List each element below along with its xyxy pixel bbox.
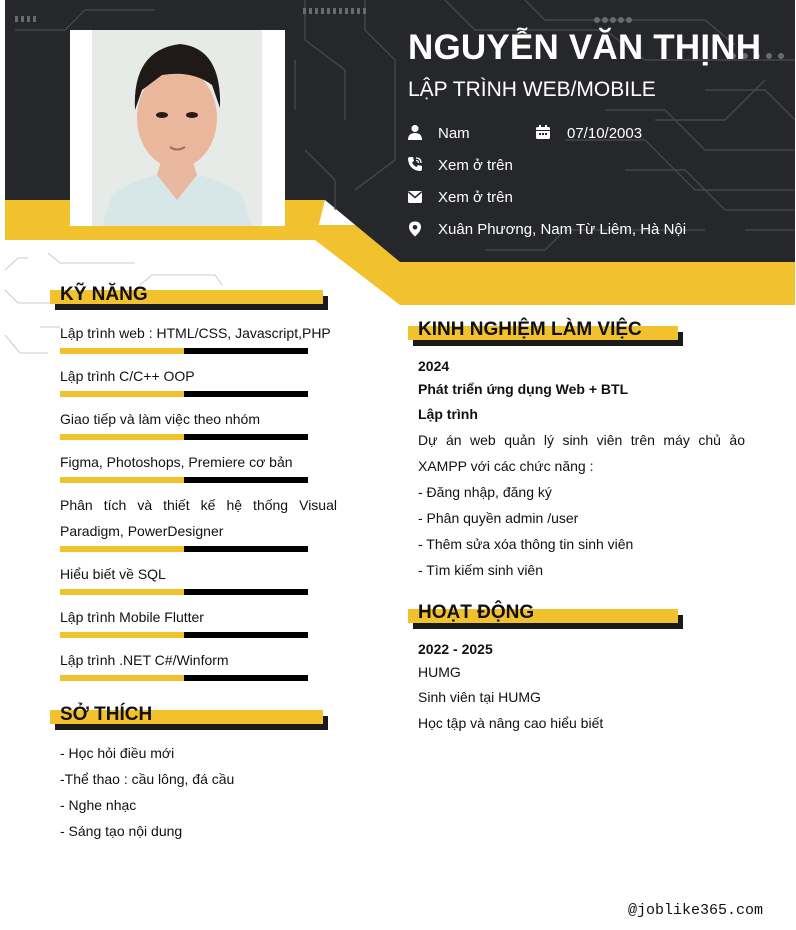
skill-bar (60, 589, 308, 595)
experience-project: Phát triển ứng dụng Web + BTL (418, 381, 629, 397)
hobbies-title: SỞ THÍCH (60, 704, 153, 725)
skill-bar-rest (184, 391, 308, 397)
activity-period: 2022 - 2025 (418, 641, 493, 657)
experience-role: Lập trình (418, 406, 478, 422)
skill-bar-fill (60, 546, 184, 552)
watermark-text: @joblike365.com (628, 902, 764, 919)
skill-bar-rest (184, 589, 308, 595)
skill-bar (60, 477, 308, 483)
address-value: Xuân Phương, Nam Từ Liêm, Hà Nội (438, 221, 687, 238)
skill-bar (60, 348, 308, 354)
birthday-value: 07/10/2003 (567, 125, 643, 142)
calendar-icon (535, 124, 551, 140)
skill-label: Lập trình C/C++ OOP (60, 368, 195, 384)
experience-feature: - Tìm kiếm sinh viên (418, 562, 543, 578)
skill-bar-rest (184, 632, 308, 638)
skill-bar (60, 391, 308, 397)
skill-bar-rest (184, 434, 308, 440)
skill-bar-fill (60, 632, 184, 638)
hobby-item: -Thể thao : cầu lông, đá cầu (60, 771, 235, 787)
person-avatar (92, 30, 262, 226)
hobby-item: - Sáng tạo nội dung (60, 823, 183, 839)
skill-label: Lập trình .NET C#/Winform (60, 652, 229, 668)
activities-title: HOẠT ĐỘNG (418, 602, 535, 623)
skill-bar-fill (60, 675, 184, 681)
experience-feature: - Đăng nhập, đăng ký (418, 484, 552, 500)
experience-year: 2024 (418, 358, 450, 374)
phone-icon (407, 156, 423, 172)
hobby-item: - Học hỏi điều mới (60, 745, 175, 761)
hobby-item: - Nghe nhạc (60, 797, 137, 813)
activity-detail: Học tập và nâng cao hiểu biết (418, 715, 604, 731)
candidate-name: NGUYỄN VĂN THỊNH (408, 28, 762, 67)
activity-position: Sinh viên tại HUMG (418, 689, 541, 705)
skill-label: Phân tích và thiết kế hệ thống Visual Paradigm, PowerDesigner (60, 497, 337, 539)
experience-feature: - Phân quyền admin /user (418, 510, 579, 526)
profile-photo-frame (70, 30, 285, 226)
skill-label: Hiểu biết về SQL (60, 566, 166, 582)
skill-bar-rest (184, 477, 308, 483)
skill-bar-rest (184, 348, 308, 354)
skill-bar-fill (60, 391, 184, 397)
skill-bar-rest (184, 546, 308, 552)
skill-bar-fill (60, 434, 184, 440)
gender-value: Nam (438, 125, 470, 142)
skill-bar-fill (60, 589, 184, 595)
email-icon (407, 189, 423, 205)
experience-description: Dự án web quản lý sinh viên trên máy chủ ảo XAMPP với các chức năng : (418, 432, 745, 474)
skill-bar (60, 675, 308, 681)
skill-label: Giao tiếp và làm việc theo nhóm (60, 411, 260, 427)
skill-bar (60, 632, 308, 638)
skill-label: Figma, Photoshops, Premiere cơ bản (60, 454, 293, 470)
skills-title: KỸ NĂNG (60, 284, 148, 305)
skill-label: Lập trình Mobile Flutter (60, 609, 204, 625)
skill-bar-rest (184, 675, 308, 681)
skill-bar-fill (60, 477, 184, 483)
user-icon (407, 124, 423, 140)
skill-bar (60, 546, 308, 552)
skill-label: Lập trình web : HTML/CSS, Javascript,PHP (60, 325, 331, 341)
experience-feature: - Thêm sửa xóa thông tin sinh viên (418, 536, 634, 552)
experience-title: KINH NGHIỆM LÀM VIỆC (418, 319, 642, 340)
activity-org: HUMG (418, 664, 461, 680)
job-title: LẬP TRÌNH WEB/MOBILE (408, 78, 656, 101)
profile-photo (92, 30, 262, 226)
skill-bar-fill (60, 348, 184, 354)
location-pin-icon (407, 221, 423, 237)
phone-value: Xem ở trên (438, 157, 513, 174)
email-value: Xem ở trên (438, 189, 513, 206)
skill-bar (60, 434, 308, 440)
